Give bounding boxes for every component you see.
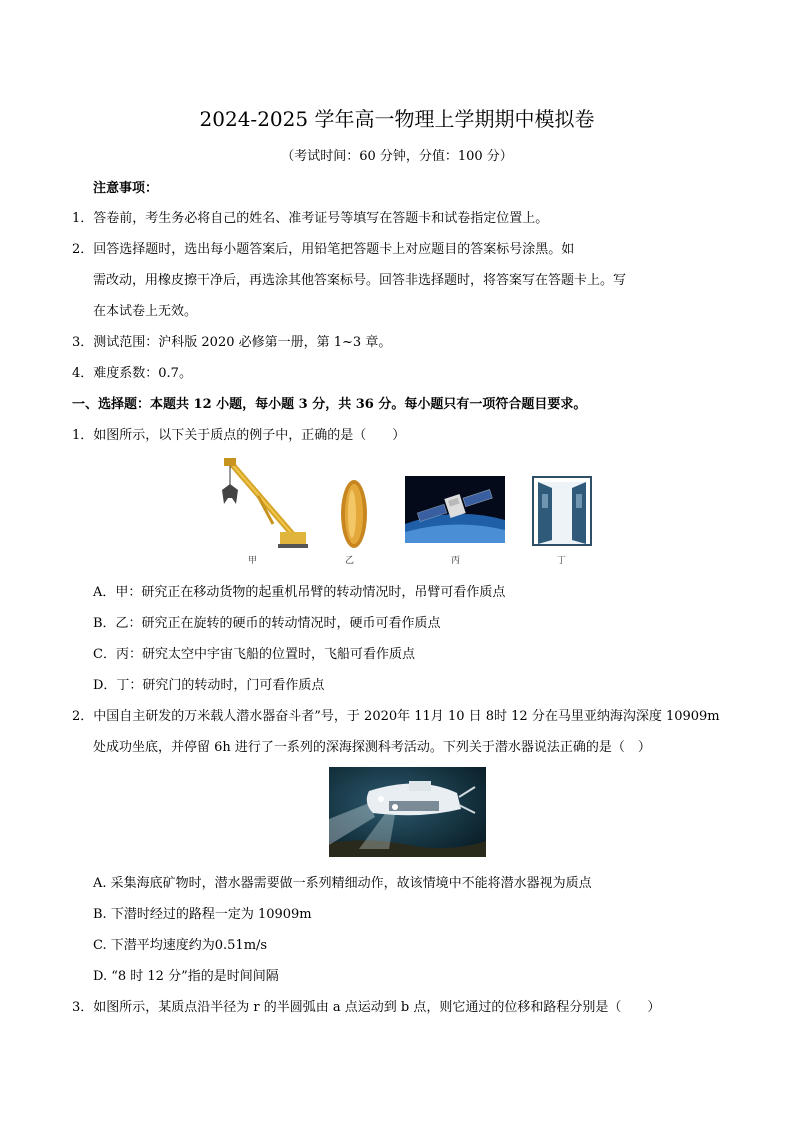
q1-option-a: A．甲：研究正在移动货物的起重机吊臂的转动情况时，吊臂可看作质点	[93, 585, 506, 600]
notice-line: 需改动，用橡皮擦干净后，再选涂其他答案标号。回答非选择题时，将答案写在答题卡上。写	[93, 273, 627, 288]
q2-option-c: C. 下潜平均速度约为0.51m/s	[93, 938, 268, 953]
notice-line: 2．回答选择题时，选出每小题答案后，用铅笔把答题卡上对应题目的答案标号涂黑。如	[72, 242, 575, 257]
notice-line: 3．测试范围：沪科版 2020 必修第一册，第 1~3 章。	[72, 335, 392, 350]
exam-info: （考试时间：60 分钟，分值：100 分）	[281, 149, 513, 164]
q1-option-d: D．丁：研究门的转动时，门可看作质点	[93, 678, 325, 693]
q2-option-b: B. 下潜时经过的路程一定为 10909m	[93, 907, 312, 922]
caption-ding: 丁	[557, 556, 567, 566]
caption-bing: 丙	[451, 556, 461, 566]
notice-heading: 注意事项：	[93, 181, 159, 196]
notice-line: 1．答卷前，考生务必将自己的姓名、准考证号等填写在答题卡和试卷指定位置上。	[72, 211, 549, 226]
caption-jia: 甲	[248, 556, 258, 566]
submersible-image	[329, 767, 486, 857]
question-2-stem-cont: 处成功坐底，并停留 6h 进行了一系列的深海探测科考活动。下列关于潜水器说法正确的是（ ）	[93, 740, 651, 755]
door-image	[532, 476, 592, 546]
notice-line: 在本试卷上无效。	[93, 304, 198, 319]
q2-option-a: A. 采集海底矿物时，潜水器需要做一系列精细动作，故该情境中不能将潜水器视为质点	[93, 876, 592, 891]
question-2-stem: 2．中国自主研发的万米载人潜水器奋斗者”号，于 2020年 11月 10 日 8时 12 分在马里亚纳海沟深度 10909m	[72, 709, 720, 724]
section-heading: 一、选择题：本题共 12 小题，每小题 3 分，共 36 分。每小题只有一项符合题目要求。	[72, 397, 587, 412]
page-title: 2024-2025 学年高一物理上学期期中模拟卷	[199, 107, 595, 131]
q2-option-d: D. “8 时 12 分”指的是时间间隔	[93, 969, 279, 984]
q1-option-c: C．丙：研究太空中宇宙飞船的位置时，飞船可看作质点	[93, 647, 415, 662]
notice-line: 4．难度系数：0.7。	[72, 366, 192, 381]
coin-image	[338, 478, 370, 550]
question-3-stem: 3．如图所示，某质点沿半径为 r 的半圆弧由 a 点运动到 b 点，则它通过的位移和路程分别是（ ）	[72, 1000, 661, 1015]
question-1-stem: 1．如图所示，以下关于质点的例子中，正确的是（ ）	[72, 428, 406, 443]
crane-image	[218, 454, 308, 549]
spacecraft-image	[405, 476, 505, 543]
caption-yi: 乙	[345, 556, 355, 566]
q1-option-b: B．乙：研究正在旋转的硬币的转动情况时，硬币可看作质点	[93, 616, 441, 631]
